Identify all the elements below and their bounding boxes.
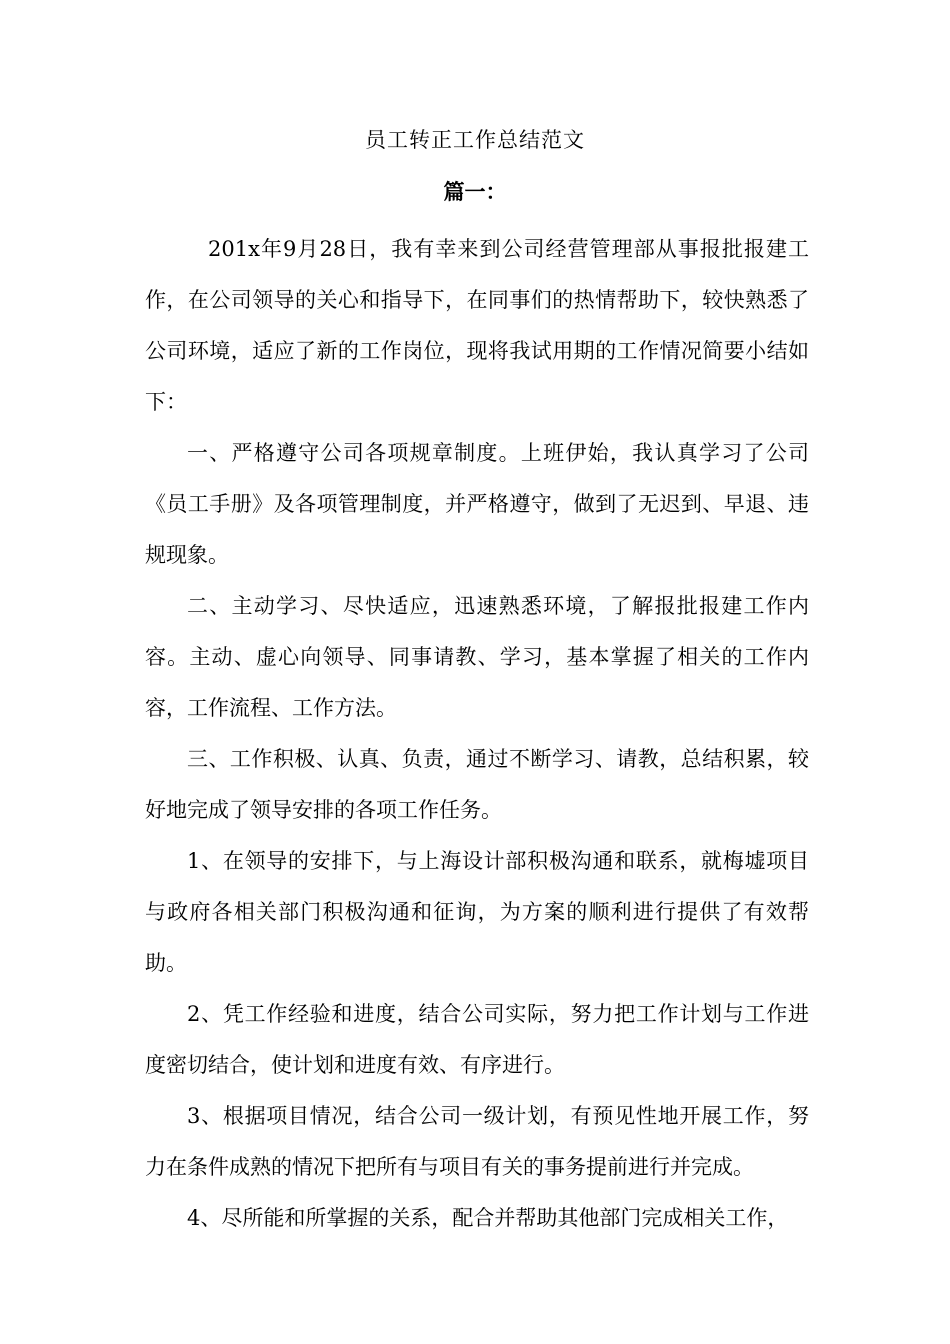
- paragraph-point-2: 二、主动学习、尽快适应，迅速熟悉环境，了解报批报建工作内容。主动、虚心向领导、同事请教、学习，基本掌握了相关的工作内容，工作流程、工作方法。: [145, 594, 809, 720]
- document-body: [145, 224, 809, 1244]
- paragraph-item-2: 2、凭工作经验和进度，结合公司实际，努力把工作计划与工作进度密切结合，使计划和进度有效、有序进行。: [145, 1002, 809, 1077]
- document-title: 员工转正工作总结范文: [365, 128, 585, 152]
- paragraph-point-3: 三、工作积极、认真、负责，通过不断学习、请教，总结积累，较好地完成了领导安排的各项工作任务。: [145, 747, 809, 822]
- paragraph-item-3: 3、根据项目情况，结合公司一级计划，有预见性地开展工作，努力在条件成熟的情况下把所有与项目有关的事务提前进行并完成。: [145, 1104, 809, 1179]
- section-heading: 篇一：: [443, 179, 507, 204]
- paragraph-point-1: 一、严格遵守公司各项规章制度。上班伊始，我认真学习了公司《员工手册》及各项管理制度，并严格遵守，做到了无迟到、早退、违规现象。: [145, 441, 809, 567]
- paragraph-item-1: 1、在领导的安排下，与上海设计部积极沟通和联系，就梅墟项目与政府各相关部门积极沟通和征询，为方案的顺利进行提供了有效帮助。: [145, 849, 809, 975]
- paragraph-intro: 201x年9月28日，我有幸来到公司经营管理部从事报批报建工作，在公司领导的关心和指导下，在同事们的热情帮助下，较快熟悉了公司环境，适应了新的工作岗位，现将我试用期的工作情况简要小结如下：: [145, 237, 809, 414]
- paragraph-item-4: 4、尽所能和所掌握的关系，配合并帮助其他部门完成相关工作，: [187, 1206, 789, 1230]
